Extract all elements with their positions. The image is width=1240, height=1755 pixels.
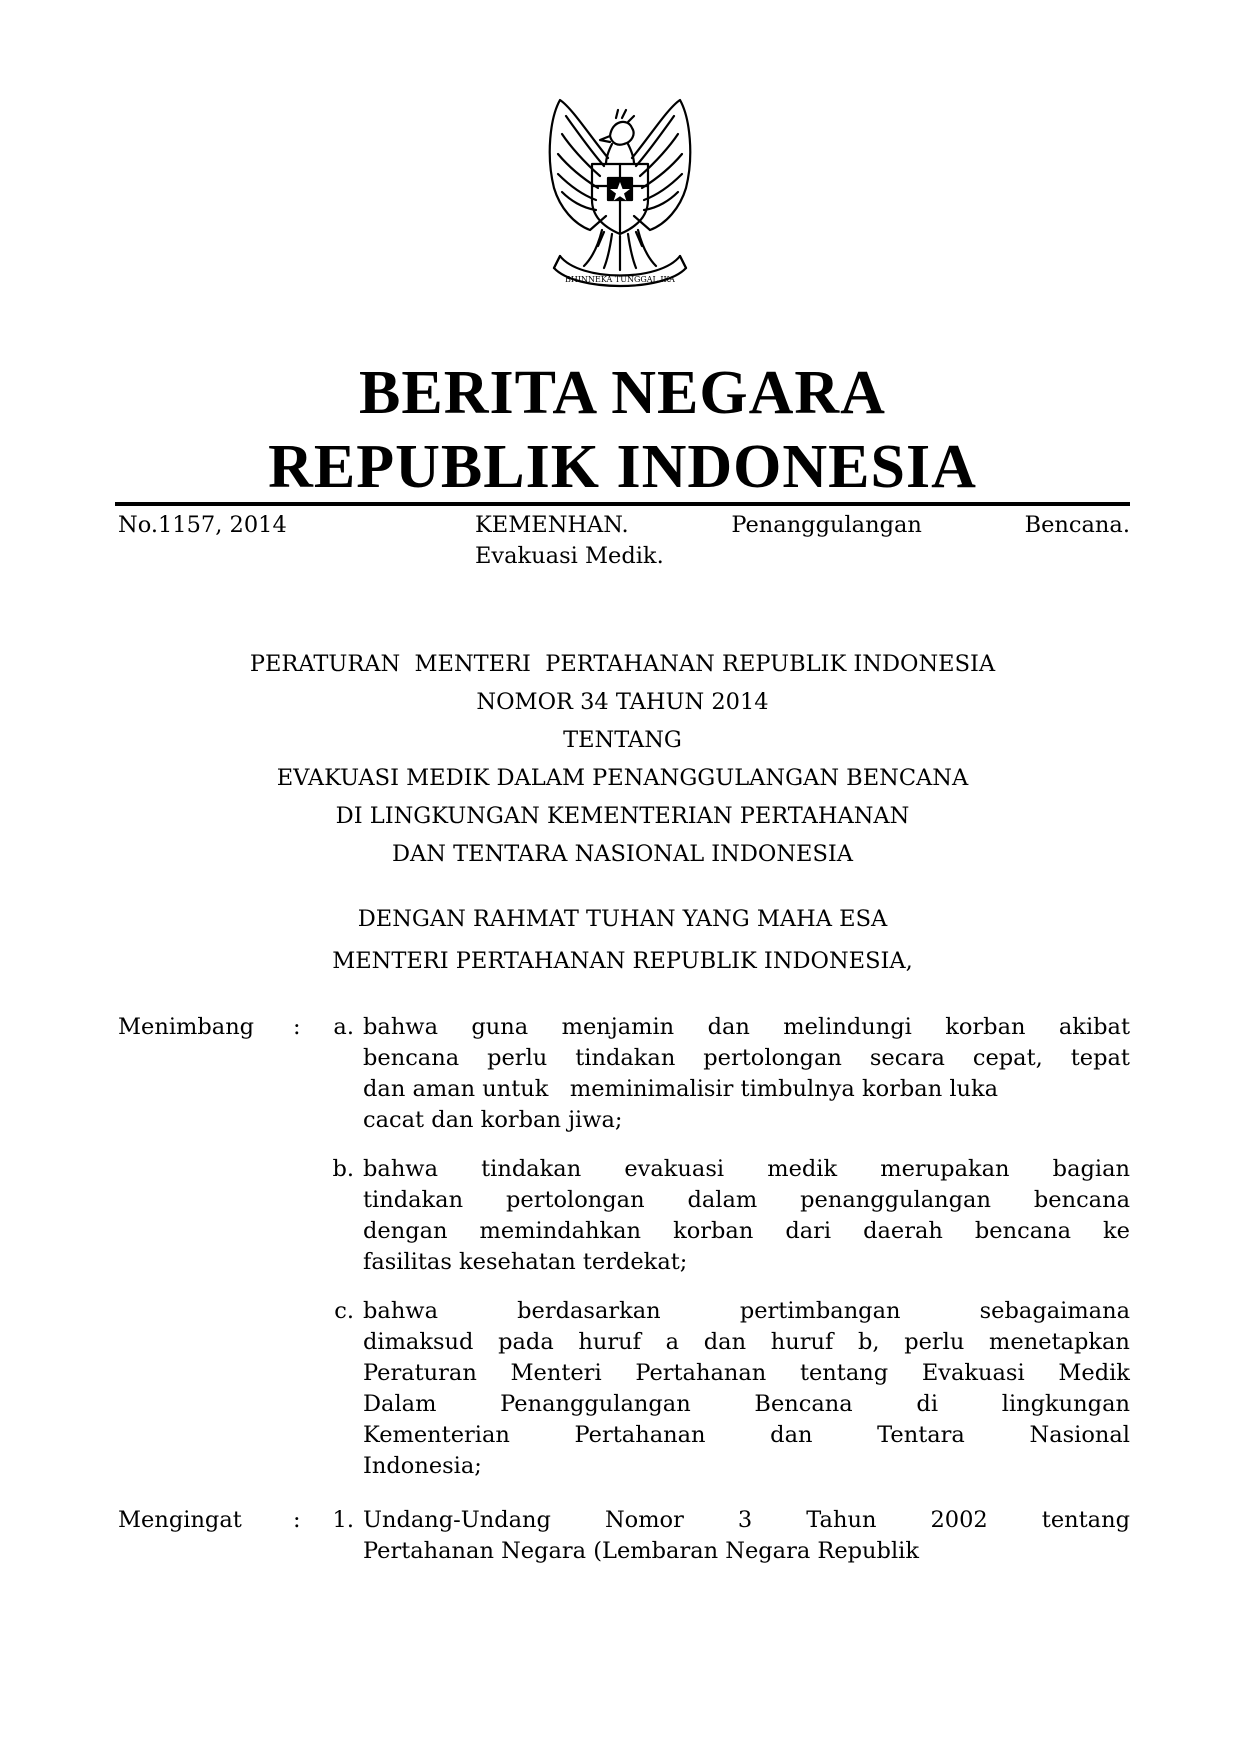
clause-line: dimaksud pada huruf a dan huruf b, perlu menetapkan	[363, 1329, 1130, 1355]
masthead-line-2: REPUBLIK INDONESIA	[268, 433, 977, 501]
subject-word: KEMENHAN.	[475, 512, 629, 538]
subject-word: Penanggulangan	[731, 512, 922, 538]
motto-text: BHINNEKA TUNGGAL IKA	[565, 275, 675, 284]
clause-marker: c.	[334, 1298, 354, 1324]
clause-line: cacat dan korban jiwa;	[363, 1107, 623, 1133]
clause-line: Undang-Undang Nomor 3 Tahun 2002 tentang	[363, 1507, 1130, 1533]
clause-line: dengan memindahkan korban dari daerah bencana ke	[363, 1218, 1130, 1244]
mengingat-label: Mengingat	[118, 1507, 242, 1533]
mengingat-colon: :	[293, 1507, 301, 1533]
clause-line: fasilitas kesehatan terdekat;	[363, 1249, 688, 1275]
regulation-title	[115, 645, 1130, 873]
title-line: DI LINGKUNGAN KEMENTERIAN PERTAHANAN	[335, 803, 910, 829]
clause-line: Kementerian Pertahanan dan Tentara Nasional	[363, 1422, 1130, 1448]
title-line: EVAKUASI MEDIK DALAM PENANGGULANGAN BENCANA	[276, 765, 969, 791]
menimbang-colon: :	[293, 1014, 301, 1040]
title-line: TENTANG	[563, 727, 682, 753]
clause-line: Dalam Penanggulangan Bencana di lingkungan	[363, 1391, 1130, 1417]
issue-subject	[475, 510, 1130, 572]
clause-marker: a.	[333, 1014, 354, 1040]
menimbang-label: Menimbang	[118, 1014, 255, 1040]
clause-line: tindakan pertolongan dalam penanggulangan bencana	[363, 1187, 1130, 1213]
subject-line-2: Evakuasi Medik.	[475, 543, 664, 569]
title-line: DAN TENTARA NASIONAL INDONESIA	[391, 841, 854, 867]
clause-line: bahwa guna menjamin dan melindungi korban akibat	[363, 1014, 1130, 1040]
clause-line: dan aman untuk meminimalisir timbulnya korban luka	[363, 1076, 999, 1102]
clause-line: Peraturan Menteri Pertahanan tentang Evakuasi Medik	[363, 1360, 1130, 1386]
clause-line: Pertahanan Negara (Lembaran Negara Republik	[363, 1538, 919, 1564]
clause-line: bahwa berdasarkan pertimbangan sebagaimana	[363, 1298, 1130, 1324]
title-line: PERATURAN MENTERI PERTAHANAN REPUBLIK INDONESIA	[249, 651, 996, 677]
issue-number: No.1157, 2014	[118, 512, 287, 538]
title-line: NOMOR 34 TAHUN 2014	[476, 689, 769, 715]
opening-line: DENGAN RAHMAT TUHAN YANG MAHA ESA	[357, 906, 888, 932]
opening-line: MENTERI PERTAHANAN REPUBLIK INDONESIA,	[332, 948, 913, 974]
clause-line: Indonesia;	[363, 1453, 482, 1479]
clause-line: bahwa tindakan evakuasi medik merupakan bagian	[363, 1156, 1130, 1182]
clause-marker: 1.	[332, 1507, 354, 1533]
subject-word: Bencana.	[1024, 512, 1130, 538]
masthead-rule	[115, 502, 1130, 506]
masthead-line-1: BERITA NEGARA	[359, 359, 886, 427]
opening-formula	[115, 898, 1130, 982]
clause-marker: b.	[332, 1156, 354, 1182]
clause-line: bencana perlu tindakan pertolongan secara cepat, tepat	[363, 1045, 1130, 1071]
garuda-emblem	[520, 96, 720, 296]
